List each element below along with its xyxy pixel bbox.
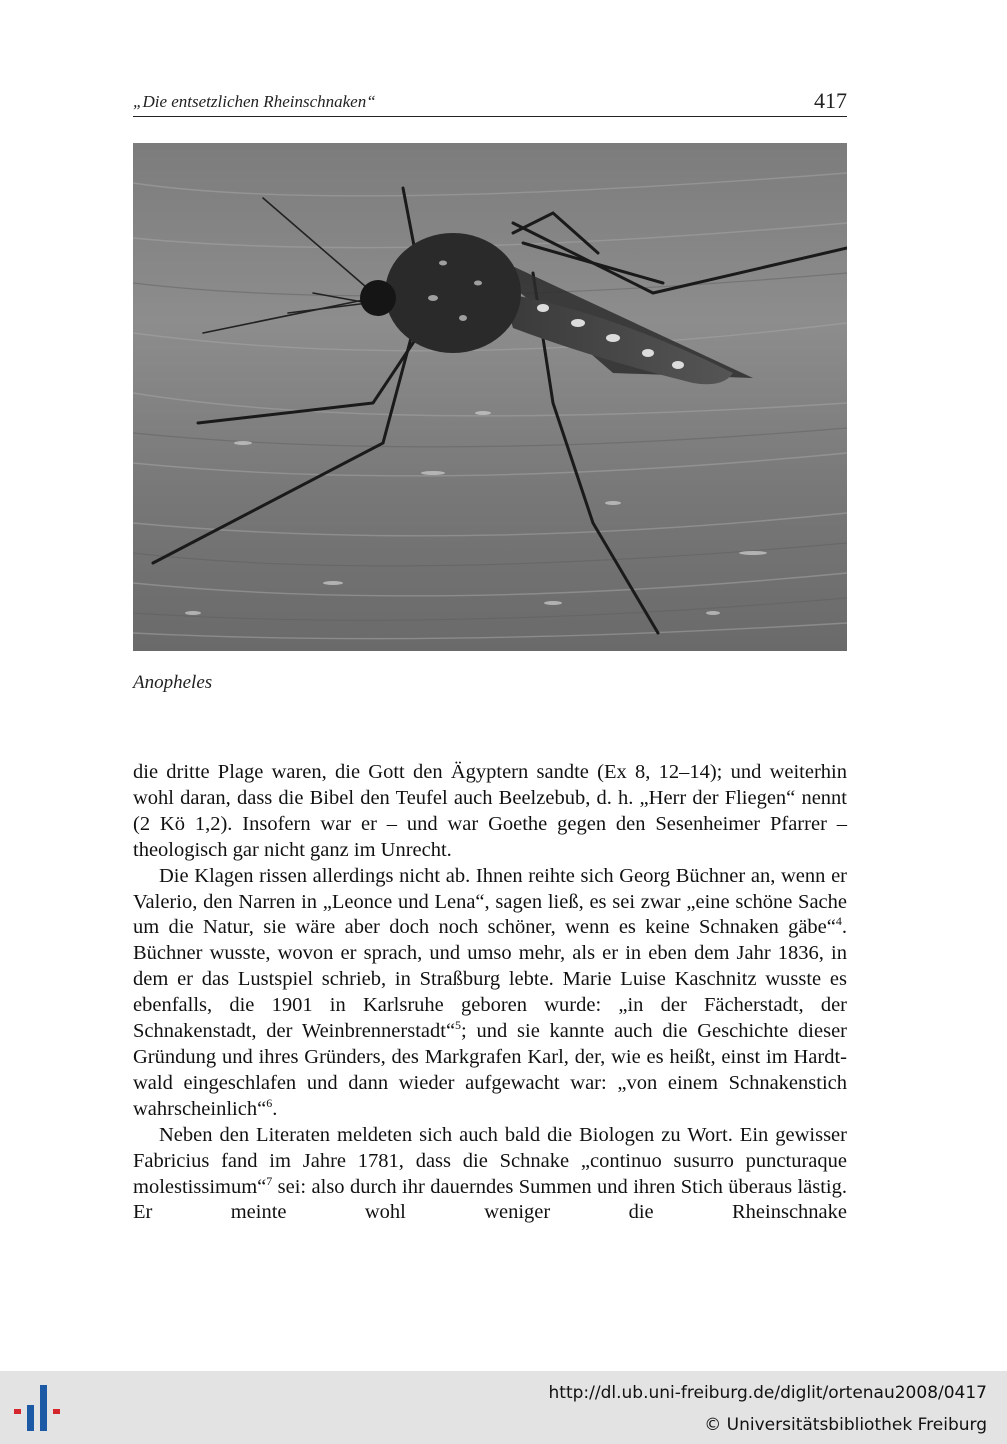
page-number: 417 bbox=[814, 88, 847, 113]
footnote-ref-7: 7 bbox=[266, 1173, 273, 1188]
paragraph-2-part-4: . bbox=[272, 1097, 278, 1120]
running-header bbox=[133, 88, 847, 117]
mosquito-photo bbox=[133, 143, 847, 651]
footer-bar bbox=[0, 1371, 1007, 1444]
paragraph-3-part-2: sei: also durch ihr dauerndes Summen und ihren Stich überaus lästig. Er meinte wohl weniger die Rheinschnake bbox=[133, 1175, 847, 1224]
figure-caption: Anopheles bbox=[133, 672, 213, 693]
paragraph-3 bbox=[133, 1123, 847, 1227]
paragraph-2 bbox=[133, 864, 847, 1123]
paragraph-2-part-1: Die Klagen rissen allerdings nicht ab. Ihnen reihte sich Georg Büchner an, wenn er Valerio, den Narren in „Leonce und Lena“, sagen ließ, es sei zwar „eine schöne Sache um die Natur, sie wäre aber doch noch schöner, wenn es keine Schnaken gäbe“ bbox=[133, 864, 847, 939]
footnote-ref-4: 4 bbox=[835, 914, 842, 929]
footnote-ref-5: 5 bbox=[455, 1018, 462, 1033]
footnote-ref-6: 6 bbox=[266, 1095, 273, 1110]
paragraph-1: die dritte Plage waren, die Gott den Ägyptern sandte (Ex 8, 12–14); und weiterhin wohl daran, dass die Bibel den Teufel auch Beelzebub, d. h. „Herr der Fliegen“ nennt (2 Kö 1,2). Insofern war er – und war Goethe gegen den Sesenheimer Pfarrer – theologisch gar nicht ganz im Unrecht. bbox=[133, 761, 847, 861]
paragraph-3-part-1: Neben den Literaten meldeten sich auch bald die Biologen zu Wort. Ein gewisser Fabricius fand im Jahre 1781, dass die Schnake „continuo susurro puncturaque molestissimum“ bbox=[133, 1123, 847, 1198]
paragraph-2-part-3: ; und sie kannte auch die Geschichte dieser Gründung und ihres Gründers, des Markgrafen Karl, der, wie es heißt, einst im Hardtwald eingeschlafen und dann wieder aufgewacht war: „von einem Schnakenstich wahrscheinlich“ bbox=[133, 1020, 848, 1120]
source-url-link[interactable]: http://dl.ub.uni-freiburg.de/diglit/ortenau2008/0417 bbox=[548, 1383, 987, 1403]
paragraph-2-part-2: . Büchner wusste, wovon er sprach, und umso mehr, als er in eben dem Jahr 1836, in dem er das Lustspiel schrieb, in Straßburg lebte. Marie Luise Kaschnitz wusste es ebenfalls, die 1901 in Karlsruhe geboren wurde: „in der Fächerstadt, der Schnakenstadt, der Weinbrennerstadt“ bbox=[133, 916, 847, 1043]
copyright-notice: © Universitätsbibliothek Freiburg bbox=[704, 1415, 987, 1435]
ub-freiburg-logo-icon bbox=[12, 1383, 64, 1433]
body-text bbox=[133, 760, 847, 1226]
running-title: „Die entsetzlichen Rheinschnaken“ bbox=[133, 92, 376, 111]
